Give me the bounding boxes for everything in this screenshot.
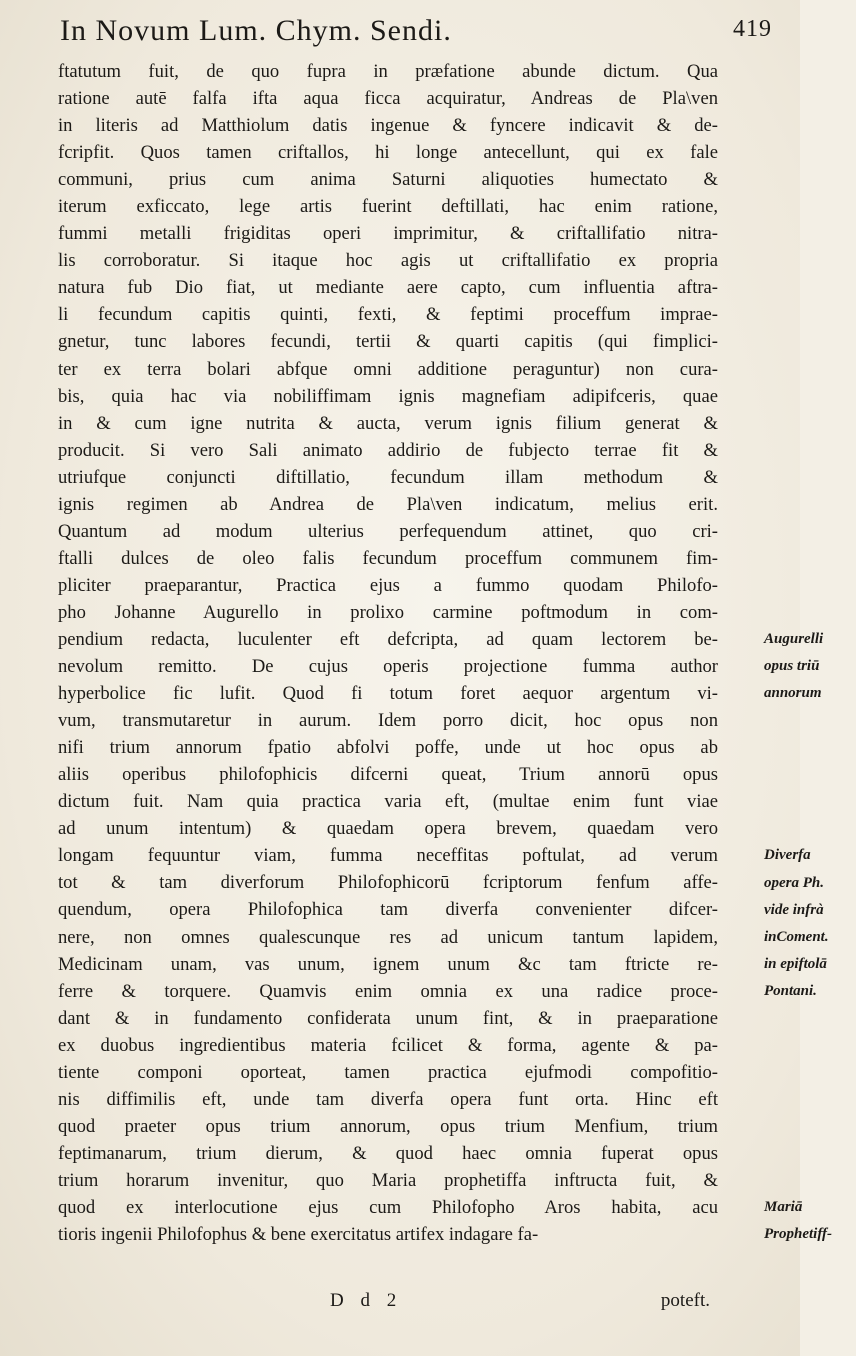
text-line: fummi metalli frigiditas operi imprimitur, & criftallifatio nitra- xyxy=(58,223,718,245)
text-line: ex duobus ingredientibus materia fcilicet & forma, agente & pa- xyxy=(58,1034,718,1056)
text-line: quod ex interlocutione ejus cum Philofopho Aros habita, acu xyxy=(58,1196,718,1218)
marginal-note: in epiftolā xyxy=(764,955,827,972)
marginal-note: inComent. xyxy=(764,928,829,945)
text-line: pho Johanne Augurello in prolixo carmine poftmodum in com- xyxy=(58,601,718,623)
marginal-note: opus triū xyxy=(764,658,820,675)
text-line: li fecundum capitis quinti, fexti, & feptimi proceffum imprae- xyxy=(58,304,718,326)
text-line: tioris ingenii Philofophus & bene exercitatus artifex indagare fa- xyxy=(58,1224,539,1246)
text-line: pliciter praeparantur, Practica ejus a fummo quodam Philofo- xyxy=(58,574,718,596)
text-line: bis, quia hac via nobiliffimam ignis magnefiam adipifceris, quae xyxy=(58,385,718,407)
text-line: lis corroboratur. Si itaque hoc agis ut criftallifatio ex propria xyxy=(58,250,718,272)
text-line: ignis regimen ab Andrea de Pla\ven indicatum, melius erit. xyxy=(58,493,718,515)
signature-mark: D d 2 xyxy=(330,1290,403,1311)
text-line: communi, prius cum anima Saturni aliquoties humectato & xyxy=(58,169,718,191)
marginal-note: annorum xyxy=(764,685,822,702)
text-line: fcripfit. Quos tamen criftallos, hi longe antecellunt, qui ex fale xyxy=(58,142,718,164)
page-number: 419 xyxy=(733,16,772,42)
text-line: nifi trium annorum fpatio abfolvi poffe, unde ut hoc opus ab xyxy=(58,737,718,759)
text-line: vum, transmutaretur in aurum. Idem porro dicit, hoc opus non xyxy=(58,710,718,732)
catchword: poteft. xyxy=(660,1290,710,1311)
text-line: quendum, opera Philofophica tam diverfa convenienter difcer- xyxy=(58,899,718,921)
text-line: ter ex terra bolari abfque omni additione peraguntur) non cura- xyxy=(58,358,718,380)
text-line: producit. Si vero Sali animato addirio de fubjecto terrae fit & xyxy=(58,439,718,461)
marginal-note: Augurelli xyxy=(764,631,824,648)
text-line: in literis ad Matthiolum datis ingenue & fyncere indicavit & de- xyxy=(58,115,718,137)
text-line: nevolum remitto. De cujus operis projectione fumma author xyxy=(58,656,718,678)
text-line: Quantum ad modum ulterius perfequendum attinet, quo cri- xyxy=(58,520,718,542)
text-line: ferre & torquere. Quamvis enim omnia ex una radice proce- xyxy=(58,980,718,1002)
text-line: nis diffimilis eft, unde tam diverfa opera funt orta. Hinc eft xyxy=(58,1088,718,1110)
text-line: in & cum igne nutrita & aucta, verum ignis filium generat & xyxy=(58,412,718,434)
text-line: tiente componi oporteat, tamen practica ejufmodi compofitio- xyxy=(58,1061,718,1083)
text-line: ratione autē falfa ifta aqua ficca acquiratur, Andreas de Pla\ven xyxy=(58,88,718,110)
text-line: longam fequuntur viam, fumma neceffitas poftulat, ad verum xyxy=(58,845,718,867)
marginal-note: Prophetiff- xyxy=(764,1226,833,1243)
running-head: In Novum Lum. Chym. Sendi. xyxy=(60,14,452,47)
marginal-note: Pontani. xyxy=(764,982,817,999)
marginal-note: Mariā xyxy=(764,1199,803,1216)
marginal-note: Diverfa xyxy=(764,847,811,864)
text-line: pendium redacta, luculenter eft defcripta, ad quam lectorem be- xyxy=(58,628,718,650)
text-line: nere, non omnes qualescunque res ad unicum tantum lapidem, xyxy=(58,926,718,948)
page-header xyxy=(60,14,772,54)
text-line: feptimanarum, trium dierum, & quod haec omnia fuperat opus xyxy=(58,1142,718,1164)
main-text-block xyxy=(58,58,833,1248)
text-line: dictum fuit. Nam quia practica varia eft, (multae enim funt viae xyxy=(58,791,718,813)
marginal-note: vide infrà xyxy=(764,901,824,918)
marginal-note: opera Ph. xyxy=(764,874,824,891)
text-line: Medicinam unam, vas unum, ignem unum &c tam ftricte re- xyxy=(58,953,718,975)
text-line: aliis operibus philofophicis difcerni queat, Trium annorū opus xyxy=(58,764,718,786)
text-line: iterum exficcato, lege artis fuerint deftillati, hac enim ratione, xyxy=(58,196,718,218)
text-line: quod praeter opus trium annorum, opus trium Menfium, trium xyxy=(58,1115,718,1137)
text-line: hyperbolice fic lufit. Quod fi totum foret aequor argentum vi- xyxy=(58,683,718,705)
text-lines xyxy=(58,58,718,1248)
text-line: gnetur, tunc labores fecundi, tertii & quarti capitis (qui fimplici- xyxy=(58,331,718,353)
text-line: ad unum intentum) & quaedam opera brevem, quaedam vero xyxy=(58,818,718,840)
text-line: ftatutum fuit, de quo fupra in præfatione abunde dictum. Qua xyxy=(58,61,718,82)
text-line: tot & tam diverforum Philofophicorū fcriptorum fenfum affe- xyxy=(58,872,718,894)
text-line: ftalli dulces de oleo falis fecundum proceffum communem fim- xyxy=(58,547,718,569)
text-line: natura fub Dio fiat, ut mediante aere capto, cum influentia aftra- xyxy=(58,277,718,299)
text-line: dant & in fundamento confiderata unum fint, & in praeparatione xyxy=(58,1007,718,1029)
text-line: utriufque conjuncti diftillatio, fecundum illam methodum & xyxy=(58,466,718,488)
text-line: trium horarum invenitur, quo Maria prophetiffa inftructa fuit, & xyxy=(58,1169,718,1191)
